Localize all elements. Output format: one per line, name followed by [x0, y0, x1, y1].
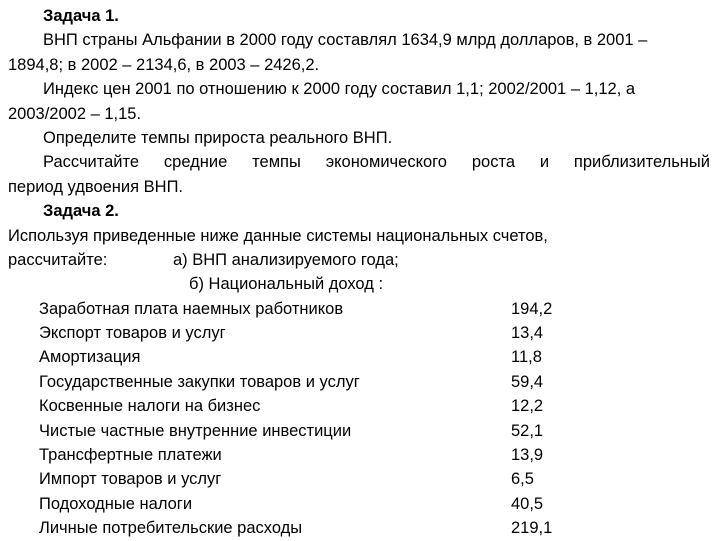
- table-row: [8, 419, 710, 443]
- task1-paragraph3: Определите темпы прироста реального ВНП.: [43, 128, 393, 147]
- row-value: 59,4: [511, 372, 544, 391]
- task2-intro-line2: [8, 248, 710, 272]
- row-name: Экспорт товаров и услуг: [39, 324, 226, 343]
- task2-option-a: а) ВНП анализируемого года;: [173, 250, 399, 269]
- row-name: Личные потребительские расходы: [39, 519, 303, 538]
- task1-paragraph1-line1: ВНП страны Альфании в 2000 году составлял 1634,9 млрд долларов, в 2001 –: [43, 31, 648, 50]
- document-page: [8, 4, 710, 541]
- task1-heading: Задача 1.: [43, 7, 119, 25]
- table-row: [8, 516, 710, 540]
- task1-paragraph2-line2: 2003/2002 – 1,15.: [8, 104, 142, 123]
- row-value: 52,1: [511, 421, 544, 440]
- row-name: Подоходные налоги: [39, 494, 193, 513]
- row-name: Трансфертные платежи: [39, 446, 222, 465]
- table-row: [8, 297, 710, 321]
- task2-option-b: б) Национальный доход :: [189, 275, 384, 294]
- table-row: [8, 467, 710, 491]
- row-value: 40,5: [511, 494, 544, 513]
- table-row: [8, 492, 710, 516]
- task1-paragraph4-line1: Рассчитайте средние темпы экономического роста и приблизительный: [43, 153, 710, 172]
- task2-intro-label: рассчитайте:: [8, 250, 108, 269]
- row-value: 13,9: [511, 446, 544, 465]
- row-name: Импорт товаров и услуг: [39, 470, 222, 489]
- table-row: [8, 394, 710, 418]
- task1-paragraph2-line1: Индекс цен 2001 по отношению к 2000 году составил 1,1; 2002/2001 – 1,12, а: [43, 80, 636, 99]
- row-name: Косвенные налоги на бизнес: [39, 397, 261, 416]
- row-name: Амортизация: [39, 348, 141, 367]
- row-name: Заработная плата наемных работников: [39, 299, 344, 318]
- task2-intro-line1: Используя приведенные ниже данные системы национальных счетов,: [8, 226, 548, 245]
- table-row: [8, 443, 710, 467]
- row-value: 194,2: [511, 299, 553, 318]
- row-value: 219,1: [511, 519, 553, 538]
- data-table: [8, 297, 710, 541]
- task1-paragraph1-line2: 1894,8; в 2002 – 2134,6, в 2003 – 2426,2.: [8, 55, 320, 74]
- row-value: 13,4: [511, 324, 544, 343]
- table-row: [8, 345, 710, 369]
- row-value: 11,8: [511, 348, 542, 367]
- row-value: 12,2: [511, 397, 544, 416]
- table-row: [8, 321, 710, 345]
- task1-paragraph4-line2: период удвоения ВНП.: [8, 177, 184, 196]
- row-name: Государственные закупки товаров и услуг: [39, 372, 360, 391]
- row-value: 6,5: [511, 470, 534, 489]
- row-name: Чистые частные внутренние инвестиции: [39, 421, 352, 440]
- table-row: [8, 370, 710, 394]
- task2-heading: Задача 2.: [43, 202, 119, 221]
